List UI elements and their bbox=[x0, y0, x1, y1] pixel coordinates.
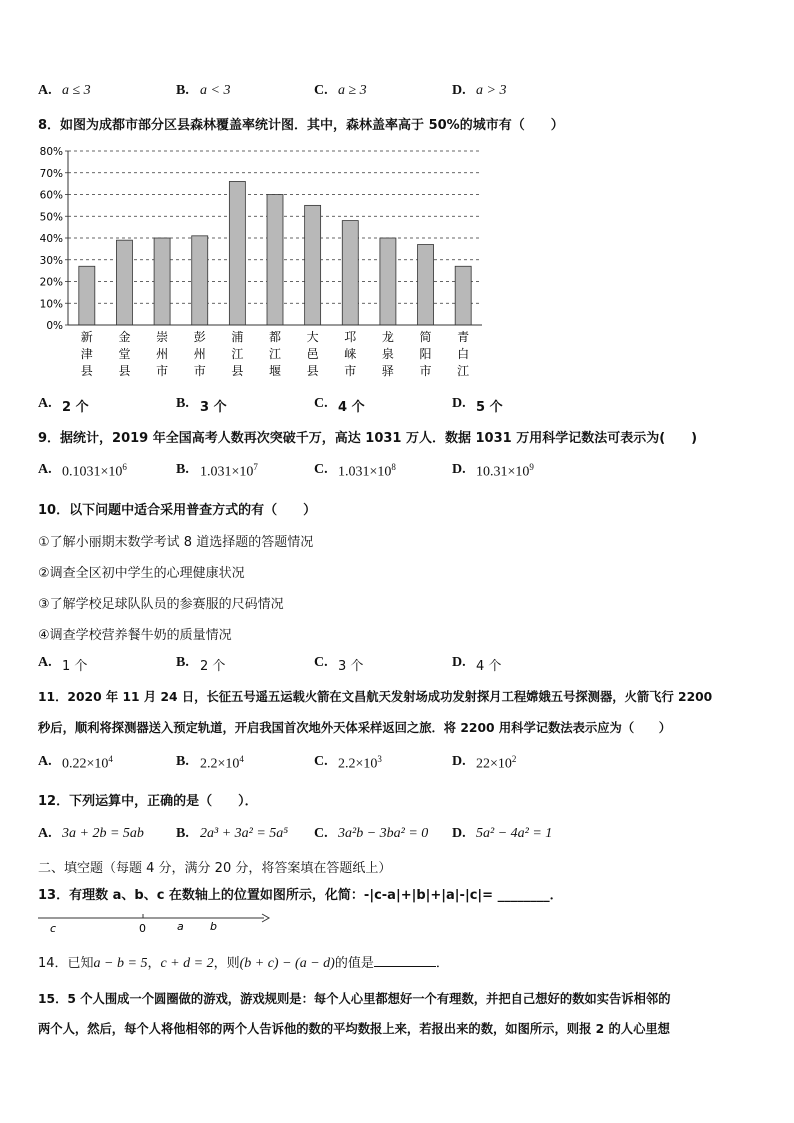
x-tick-label: 龙泉驿 bbox=[381, 330, 394, 378]
q11-option-c-label: C. bbox=[314, 754, 328, 769]
number-line-label-c: c bbox=[50, 922, 57, 935]
bar bbox=[380, 238, 396, 325]
q9-option-a: $0.1031\times 10^6$ bbox=[62, 462, 127, 480]
y-tick-label: 30% bbox=[39, 254, 63, 267]
q12-stem: 12．下列运算中，正确的是（ ）． bbox=[38, 794, 258, 809]
q14-expression: (b + c) − (a − d) bbox=[239, 956, 335, 971]
q14-condition-1: a − b = 5 bbox=[93, 956, 148, 971]
q11-option-d: $22\times 10^2$ bbox=[476, 754, 517, 772]
q10-item-1: ①了解小丽期末数学考试 8 道选择题的答题情况 bbox=[38, 535, 314, 550]
q7-option-c: a ≥ 3 bbox=[338, 83, 367, 98]
q9-option-b-label: B. bbox=[176, 462, 189, 477]
forest-coverage-bar-chart bbox=[30, 138, 500, 388]
q14-end: ． bbox=[435, 956, 449, 971]
number-line-label-0: 0 bbox=[139, 922, 146, 935]
q9-option-d-label: D. bbox=[452, 462, 466, 477]
q12-option-c: 3a²b − 3ba² = 0 bbox=[338, 826, 429, 841]
q14-line bbox=[38, 952, 449, 972]
bar bbox=[455, 266, 471, 325]
y-tick-label: 0% bbox=[46, 320, 63, 332]
q11-option-c: $2.2\times 10^3$ bbox=[338, 754, 382, 772]
q7-option-c-label: C. bbox=[314, 83, 328, 98]
q12-option-a-label: A. bbox=[38, 826, 52, 841]
y-tick-label: 60% bbox=[39, 189, 63, 202]
q7-option-a-label: A. bbox=[38, 83, 52, 98]
q8-option-c: 4 个 bbox=[338, 400, 365, 415]
q12-option-a: 3a + 2b = 5ab bbox=[62, 826, 144, 841]
q15-line1: 15．5 个人围成一个圆圈做的游戏，游戏规则是：每个人心里都想好一个有理数，并把自己想好的数如实告诉相邻的 bbox=[38, 992, 671, 1006]
q14-sep: ， bbox=[147, 956, 161, 971]
q9-stem: 9．据统计，2019 年全国高考人数再次突破千万，高达 1031 万人．数据 1031 万用科学记数法可表示为( ) bbox=[38, 431, 698, 446]
q13-stem: 13．有理数 a、b、c 在数轴上的位置如图所示，化简：-|c-a|+|b|+|a|-|c|= ________． bbox=[38, 888, 563, 903]
q7-option-b-label: B. bbox=[176, 83, 189, 98]
q10-option-c: 3 个 bbox=[338, 659, 364, 674]
x-tick-label: 崇州市 bbox=[156, 330, 169, 378]
bar bbox=[116, 240, 132, 325]
q14-prefix: 14．已知 bbox=[38, 956, 94, 971]
q10-option-d-label: D. bbox=[452, 655, 466, 670]
q11-option-a: $0.22\times 10^4$ bbox=[62, 754, 113, 772]
q10-item-4: ④调查学校营养餐牛奶的质量情况 bbox=[38, 628, 232, 643]
q7-option-d-label: D. bbox=[452, 83, 466, 98]
q8-option-d: 5 个 bbox=[476, 400, 503, 415]
bar bbox=[267, 195, 283, 326]
q8-stem: 8．如图为成都市部分区县森林覆盖率统计图．其中，森林盖率高于 50%的城市有（ ） bbox=[38, 118, 564, 133]
q9-option-b: $1.031\times 10^7$ bbox=[200, 462, 258, 480]
q8-option-b-label: B. bbox=[176, 396, 189, 411]
q12-option-c-label: C. bbox=[314, 826, 328, 841]
y-tick-label: 40% bbox=[39, 233, 63, 245]
q11-option-d-label: D. bbox=[452, 754, 466, 769]
q10-option-a-label: A. bbox=[38, 655, 52, 670]
q10-option-c-label: C. bbox=[314, 655, 328, 670]
q7-option-b: a < 3 bbox=[200, 83, 231, 98]
bar bbox=[305, 205, 321, 325]
y-tick-label: 80% bbox=[39, 146, 63, 158]
bar bbox=[154, 238, 170, 325]
q11-stem-line1: 11．2020 年 11 月 24 日，长征五号遥五运载火箭在文昌航天发射场成功发射探月工程嫦娥五号探测器，火箭飞行 2200 bbox=[38, 690, 713, 704]
q9-option-a-label: A. bbox=[38, 462, 52, 477]
q8-option-b: 3 个 bbox=[200, 400, 227, 415]
bar bbox=[79, 266, 95, 325]
q10-item-3: ③了解学校足球队队员的参赛服的尺码情况 bbox=[38, 597, 284, 612]
q7-option-a: a ≤ 3 bbox=[62, 83, 91, 98]
x-tick-label: 新津县 bbox=[80, 330, 93, 378]
x-tick-label: 浦江县 bbox=[231, 330, 244, 378]
section-title-fill-in: 二、填空题（每题 4 分，满分 20 分，将答案填在答题纸上） bbox=[38, 861, 392, 876]
q12-option-b: 2a³ + 3a² = 5a⁵ bbox=[200, 826, 289, 841]
q12-option-b-label: B. bbox=[176, 826, 189, 841]
q10-option-d: 4 个 bbox=[476, 659, 502, 674]
q10-option-b: 2 个 bbox=[200, 659, 226, 674]
bar bbox=[342, 221, 358, 325]
q15-line2: 两个人，然后，每个人将他相邻的两个人告诉他的数的平均数报上来，若报出来的数，如图所示，则报 2 的人心里想 bbox=[38, 1022, 670, 1036]
q8-option-a-label: A. bbox=[38, 396, 52, 411]
q8-option-c-label: C. bbox=[314, 396, 328, 411]
q11-option-a-label: A. bbox=[38, 754, 52, 769]
q11-option-b-label: B. bbox=[176, 754, 189, 769]
x-tick-label: 都江堰 bbox=[268, 330, 282, 378]
number-line-label-b: b bbox=[210, 920, 217, 933]
bar bbox=[192, 236, 208, 325]
q14-suffix: 的值是 bbox=[334, 956, 374, 971]
x-tick-label: 大邑县 bbox=[306, 330, 319, 378]
y-tick-label: 50% bbox=[39, 211, 63, 224]
x-tick-label: 金堂县 bbox=[118, 330, 131, 378]
q11-stem-line2: 秒后，顺利将探测器送入预定轨道，开启我国首次地外天体采样返回之旅．将 2200 用科学记数法表示应为（ ） bbox=[38, 721, 672, 735]
q10-item-2: ②调查全区初中学生的心理健康状况 bbox=[38, 566, 245, 581]
q12-option-d: 5a² − 4a² = 1 bbox=[476, 826, 553, 841]
q12-option-d-label: D. bbox=[452, 826, 466, 841]
y-tick-label: 10% bbox=[39, 298, 63, 311]
y-tick-label: 70% bbox=[39, 167, 63, 180]
q9-option-c: $1.031\times 10^8$ bbox=[338, 462, 396, 480]
q10-stem: 10．以下问题中适合采用普查方式的有（ ） bbox=[38, 503, 317, 518]
q14-condition-2: c + d = 2 bbox=[160, 956, 214, 971]
q14-mid: ，则 bbox=[213, 956, 240, 971]
q10-option-a: 1 个 bbox=[62, 659, 88, 674]
q10-option-b-label: B. bbox=[176, 655, 189, 670]
q8-option-d-label: D. bbox=[452, 396, 466, 411]
number-line-label-a: a bbox=[177, 920, 184, 933]
number-line bbox=[36, 908, 276, 938]
x-tick-label: 简阳市 bbox=[419, 330, 432, 378]
x-tick-label: 邛崃市 bbox=[344, 330, 357, 378]
bar bbox=[418, 245, 434, 325]
q11-option-b: $2.2\times 10^4$ bbox=[200, 754, 244, 772]
x-tick-label: 青白江 bbox=[457, 330, 470, 378]
q14-answer-blank bbox=[374, 966, 436, 967]
x-tick-label: 彭州市 bbox=[193, 330, 206, 378]
q7-option-d: a > 3 bbox=[476, 83, 507, 98]
y-tick-label: 20% bbox=[39, 276, 63, 289]
q9-option-c-label: C. bbox=[314, 462, 328, 477]
q8-option-a: 2 个 bbox=[62, 400, 89, 415]
bar bbox=[229, 181, 245, 325]
q9-option-d: $10.31\times 10^9$ bbox=[476, 462, 534, 480]
